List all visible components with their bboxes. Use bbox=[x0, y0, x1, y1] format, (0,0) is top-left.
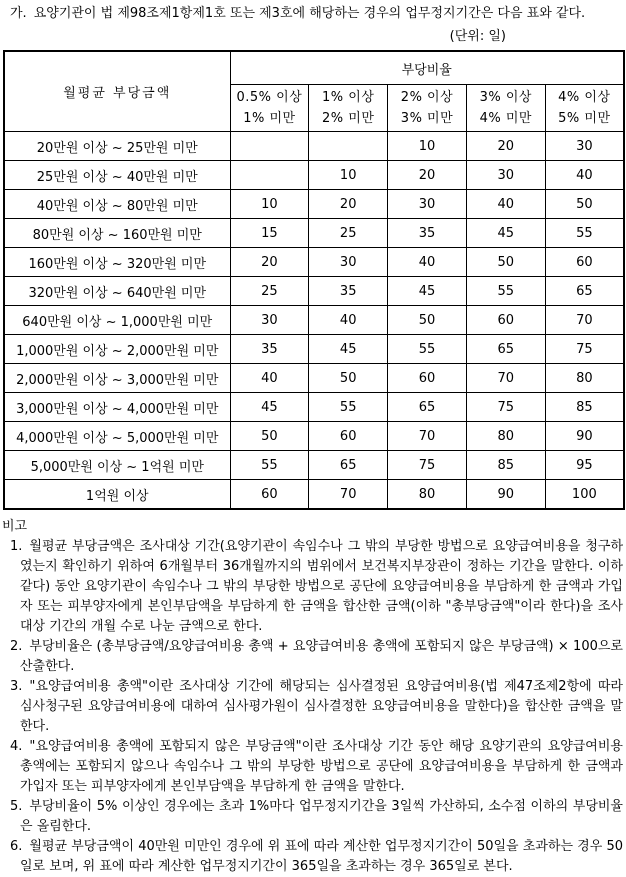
notes-section bbox=[2, 517, 624, 877]
row-label: 25만원 이상 ~ 40만원 미만 bbox=[4, 161, 230, 190]
cell: 10 bbox=[230, 190, 309, 219]
column-header-line1: 0.5% 이상 bbox=[236, 90, 303, 105]
note-text: 부당비율은 (총부당금액/요양급여비용 총액 + 요양급여비용 총액에 포함되지 않은 부당금액) × 100으로 산출한다. bbox=[20, 639, 623, 674]
note-number: 1. bbox=[10, 539, 23, 554]
unit-label: (단위: 일) bbox=[449, 29, 506, 44]
table-row bbox=[4, 306, 624, 335]
cell: 80 bbox=[388, 480, 467, 510]
cell: 30 bbox=[388, 190, 467, 219]
section-heading-text: 요양기관이 법 제98조제1항제1호 또는 제3호에 해당하는 경우의 업무정지기간은 다음 표와 같다. bbox=[33, 6, 586, 21]
cell bbox=[230, 161, 309, 190]
row-label: 5,000만원 이상 ~ 1억원 미만 bbox=[4, 451, 230, 480]
table-row bbox=[4, 277, 624, 306]
row-label: 3,000만원 이상 ~ 4,000만원 미만 bbox=[4, 393, 230, 422]
cell: 30 bbox=[230, 306, 309, 335]
column-header-line2: 1% 미만 bbox=[243, 111, 296, 126]
table-header-row-1 bbox=[4, 51, 624, 85]
column-header-cell bbox=[230, 85, 309, 132]
notes-title: 비고 bbox=[2, 519, 28, 534]
row-label: 320만원 이상 ~ 640만원 미만 bbox=[4, 277, 230, 306]
cell: 30 bbox=[466, 161, 545, 190]
row-label: 640만원 이상 ~ 1,000만원 미만 bbox=[4, 306, 230, 335]
column-group-header-cell: 부당비율 bbox=[230, 51, 624, 85]
cell: 50 bbox=[545, 190, 624, 219]
note-number: 4. bbox=[10, 739, 23, 754]
cell: 75 bbox=[466, 393, 545, 422]
row-label: 4,000만원 이상 ~ 5,000만원 미만 bbox=[4, 422, 230, 451]
cell: 50 bbox=[230, 422, 309, 451]
cell: 45 bbox=[230, 393, 309, 422]
column-header-cell bbox=[466, 85, 545, 132]
cell: 70 bbox=[545, 306, 624, 335]
cell: 75 bbox=[545, 335, 624, 364]
table-row bbox=[4, 451, 624, 480]
cell: 10 bbox=[388, 132, 467, 161]
cell: 55 bbox=[388, 335, 467, 364]
table-row bbox=[4, 161, 624, 190]
note-item bbox=[2, 677, 624, 737]
cell: 20 bbox=[309, 190, 388, 219]
row-label: 160만원 이상 ~ 320만원 미만 bbox=[4, 248, 230, 277]
table-row bbox=[4, 248, 624, 277]
column-header-cell bbox=[309, 85, 388, 132]
cell: 85 bbox=[466, 451, 545, 480]
column-header-line1: 4% 이상 bbox=[558, 90, 611, 105]
cell: 75 bbox=[388, 451, 467, 480]
cell: 40 bbox=[230, 364, 309, 393]
cell: 40 bbox=[309, 306, 388, 335]
cell: 65 bbox=[309, 451, 388, 480]
cell: 30 bbox=[309, 248, 388, 277]
cell: 40 bbox=[466, 190, 545, 219]
column-header-cell bbox=[388, 85, 467, 132]
table-row bbox=[4, 364, 624, 393]
note-number: 6. bbox=[10, 839, 23, 854]
cell: 80 bbox=[545, 364, 624, 393]
cell: 45 bbox=[466, 219, 545, 248]
note-text: 월평균 부당금액이 40만원 미만인 경우에 위 표에 따라 계산한 업무정지기간이 50일을 초과하는 경우 50일로 보며, 위 표에 따라 계산한 업무정지기간이 365일을 초과하는 경우 365일로 본다. bbox=[20, 839, 623, 874]
section-heading bbox=[2, 3, 624, 24]
suspension-period-table bbox=[3, 50, 625, 510]
note-text: 월평균 부당금액은 조사대상 기간(요양기관이 속임수나 그 밖의 부당한 방법으로 요양급여비용을 청구하였는지 확인하기 위하여 6개월부터 36개월까지의 범위에서 보건복지부장관이 정하는 기간을 말한다. 이하 같다) 동안 요양기관이 속임수나 그 밖의 부당한 방법으로 공단에 요양급여비용을 부담하게 한 금액과 가입자 또는 피부양자에게 본인부담액을 부담하게 한 금액을 합산한 금액(이하 "총부당금액"이라 한다)을 조사대상 기간의 개월 수로 나눈 금액으로 한다. bbox=[20, 539, 623, 634]
note-item bbox=[2, 537, 624, 637]
cell: 55 bbox=[545, 219, 624, 248]
cell: 55 bbox=[309, 393, 388, 422]
cell: 90 bbox=[545, 422, 624, 451]
cell: 20 bbox=[230, 248, 309, 277]
cell bbox=[309, 132, 388, 161]
cell: 35 bbox=[388, 219, 467, 248]
cell: 40 bbox=[388, 248, 467, 277]
cell: 35 bbox=[230, 335, 309, 364]
column-header-line1: 3% 이상 bbox=[479, 90, 532, 105]
cell: 80 bbox=[466, 422, 545, 451]
cell: 85 bbox=[545, 393, 624, 422]
cell: 50 bbox=[466, 248, 545, 277]
note-item bbox=[2, 797, 624, 837]
cell: 55 bbox=[466, 277, 545, 306]
column-header-line2: 3% 미만 bbox=[400, 111, 454, 126]
row-label: 1억원 이상 bbox=[4, 480, 230, 510]
cell: 60 bbox=[545, 248, 624, 277]
row-label: 20만원 이상 ~ 25만원 미만 bbox=[4, 132, 230, 161]
table-row bbox=[4, 219, 624, 248]
note-text: "요양급여비용 총액"이란 조사대상 기간에 해당되는 심사결정된 요양급여비용(법 제47조제2항에 따라 심사청구된 요양급여비용에 대하여 심사평가원이 심사결정한 요양급여비용을 말한다)을 합산한 금액을 말한다. bbox=[20, 679, 623, 734]
cell: 25 bbox=[230, 277, 309, 306]
note-number: 3. bbox=[10, 679, 23, 694]
row-label: 2,000만원 이상 ~ 3,000만원 미만 bbox=[4, 364, 230, 393]
table-row bbox=[4, 422, 624, 451]
cell: 45 bbox=[309, 335, 388, 364]
cell: 65 bbox=[466, 335, 545, 364]
column-header-cell bbox=[545, 85, 624, 132]
note-number: 2. bbox=[10, 639, 23, 654]
cell: 35 bbox=[309, 277, 388, 306]
cell: 15 bbox=[230, 219, 309, 248]
cell: 90 bbox=[466, 480, 545, 510]
table-row bbox=[4, 335, 624, 364]
cell: 70 bbox=[388, 422, 467, 451]
row-axis-header-cell: 월평균 부당금액 bbox=[4, 51, 230, 132]
cell: 50 bbox=[388, 306, 467, 335]
column-header-line1: 2% 이상 bbox=[400, 90, 454, 105]
column-header-line1: 1% 이상 bbox=[322, 90, 375, 105]
cell: 10 bbox=[309, 161, 388, 190]
cell: 60 bbox=[230, 480, 309, 510]
row-label: 80만원 이상 ~ 160만원 미만 bbox=[4, 219, 230, 248]
cell bbox=[230, 132, 309, 161]
note-item bbox=[2, 637, 624, 677]
row-label: 40만원 이상 ~ 80만원 미만 bbox=[4, 190, 230, 219]
table-row bbox=[4, 480, 624, 510]
cell: 50 bbox=[309, 364, 388, 393]
table-row bbox=[4, 393, 624, 422]
section-number: 가. bbox=[10, 6, 27, 21]
column-header-line2: 4% 미만 bbox=[479, 111, 532, 126]
note-item bbox=[2, 737, 624, 797]
cell: 95 bbox=[545, 451, 624, 480]
cell: 20 bbox=[388, 161, 467, 190]
table-row bbox=[4, 132, 624, 161]
cell: 25 bbox=[309, 219, 388, 248]
cell: 100 bbox=[545, 480, 624, 510]
column-header-line2: 5% 미만 bbox=[558, 111, 611, 126]
cell: 65 bbox=[545, 277, 624, 306]
cell: 45 bbox=[388, 277, 467, 306]
note-text: 부당비율이 5% 이상인 경우에는 초과 1%마다 업무정지기간을 3일씩 가산하되, 소수점 이하의 부당비율은 올림한다. bbox=[20, 799, 623, 834]
cell: 60 bbox=[309, 422, 388, 451]
cell: 60 bbox=[388, 364, 467, 393]
cell: 70 bbox=[309, 480, 388, 510]
column-header-line2: 2% 미만 bbox=[322, 111, 375, 126]
table-row bbox=[4, 190, 624, 219]
cell: 70 bbox=[466, 364, 545, 393]
note-text: "요양급여비용 총액에 포함되지 않은 부당금액"이란 조사대상 기간 동안 해당 요양기관의 요양급여비용 총액에는 포함되지 않으나 속임수나 그 밖의 부당한 방법으로 공단에 요양급여비용을 부담하게 한 금액과 가입자 또는 피부양자에게 본인부담액을 부담하게 한 금액을 말한다. bbox=[20, 739, 623, 794]
note-item bbox=[2, 837, 624, 877]
note-number: 5. bbox=[10, 799, 23, 814]
cell: 20 bbox=[466, 132, 545, 161]
cell: 65 bbox=[388, 393, 467, 422]
cell: 40 bbox=[545, 161, 624, 190]
cell: 30 bbox=[545, 132, 624, 161]
row-label: 1,000만원 이상 ~ 2,000만원 미만 bbox=[4, 335, 230, 364]
cell: 60 bbox=[466, 306, 545, 335]
cell: 55 bbox=[230, 451, 309, 480]
